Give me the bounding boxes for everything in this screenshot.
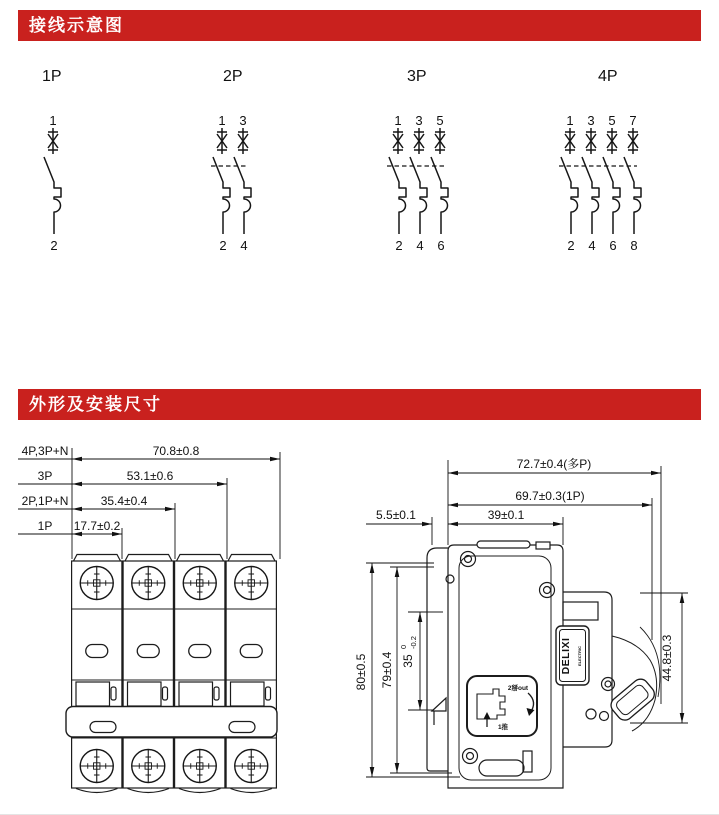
breaker-pole-symbol — [431, 128, 448, 234]
pole-count-label: 2P — [223, 68, 243, 85]
terminal-number: 3 — [587, 113, 595, 128]
terminal-number: 8 — [630, 238, 638, 253]
terminal-number: 1 — [49, 113, 57, 128]
handle-depth-dim: 44.8±0.3 — [660, 634, 674, 682]
svg-text:35: 35 — [401, 654, 415, 668]
terminal-number: 3 — [239, 113, 247, 128]
rail-tol-upper: 0 — [399, 644, 408, 649]
terminal-number: 4 — [240, 238, 248, 253]
depth-multi-dim: 72.7±0.4(多P) — [516, 457, 592, 471]
rail-tol-lower: -0.2 — [409, 636, 418, 649]
breaker-pole-symbol — [561, 128, 578, 234]
din-clip — [432, 698, 446, 711]
terminal-screw — [132, 567, 165, 600]
terminal-number: 7 — [629, 113, 637, 128]
terminal-number: 1 — [218, 113, 226, 128]
brand-sub-text: ELECTRIC — [577, 646, 582, 666]
terminal-number: 4 — [416, 238, 424, 253]
terminal-screw — [235, 750, 268, 783]
wiring-diagram-4p — [559, 68, 641, 253]
breaker-pole-symbol — [213, 128, 230, 234]
terminal-number: 6 — [609, 238, 617, 253]
width-dimension-labels — [22, 444, 200, 533]
front-view-drawing — [66, 555, 277, 793]
pole-count-label: 3P — [407, 68, 427, 85]
step1-text: 1推 — [497, 724, 509, 731]
width-dim: 53.1±0.6 — [126, 469, 174, 483]
mounting-instruction-box — [467, 676, 537, 736]
step2-text: 2掰out — [507, 685, 529, 692]
terminal-screw — [132, 750, 165, 783]
terminal-number: 5 — [608, 113, 616, 128]
terminal-number: 5 — [436, 113, 444, 128]
toggle-handle — [608, 627, 660, 731]
mini-breaker-glyph — [477, 689, 505, 719]
push-up-arrow-icon — [484, 712, 491, 719]
terminal-number: 3 — [415, 113, 423, 128]
side-view-dimension-text — [354, 457, 674, 690]
width-dim: 17.7±0.2 — [73, 519, 121, 533]
brand-text: DELIXI — [560, 637, 572, 675]
breaker-pole-symbol — [624, 128, 641, 234]
terminal-number: 1 — [566, 113, 574, 128]
terminal-screw — [80, 750, 113, 783]
width-dim: 70.8±0.8 — [152, 444, 200, 458]
terminal-screw — [183, 750, 216, 783]
depth-1p-dim: 69.7±0.3(1P) — [515, 489, 585, 503]
wiring-title: 接线示意图 — [29, 16, 124, 35]
row-label: 3P — [37, 469, 53, 483]
terminal-number: 1 — [394, 113, 402, 128]
breaker-pole-symbol — [389, 128, 406, 234]
row-label: 2P,1P+N — [21, 494, 69, 508]
wiring-diagram-3p — [387, 68, 448, 253]
handle-tie-bar — [66, 707, 277, 738]
breaker-pole-symbol — [410, 128, 427, 234]
breaker-pole-symbol — [234, 128, 251, 234]
brand-badge — [556, 626, 589, 685]
breaker-pole-symbol — [44, 128, 61, 234]
terminal-number: 4 — [588, 238, 596, 253]
rail-front-dim: 39±0.1 — [487, 508, 525, 522]
height-total-dim: 80±0.5 — [354, 653, 368, 691]
terminal-screw — [80, 567, 113, 600]
terminal-screw — [183, 567, 216, 600]
side-view-drawing — [427, 541, 660, 788]
breaker-pole-symbol — [603, 128, 620, 234]
width-dim: 35.4±0.4 — [100, 494, 148, 508]
terminal-number: 2 — [50, 238, 58, 253]
terminal-screw — [235, 567, 268, 600]
wiring-diagram-2p — [211, 68, 251, 253]
breaker-pole-symbol — [582, 128, 599, 234]
height-body-dim: 79±0.4 — [380, 651, 394, 689]
wiring-diagram-1p — [42, 68, 62, 253]
dimensions-title: 外形及安装尺寸 — [29, 395, 162, 414]
pole-count-label: 1P — [42, 68, 62, 85]
terminal-number: 6 — [437, 238, 445, 253]
terminal-number: 2 — [395, 238, 403, 253]
terminal-number: 2 — [567, 238, 575, 253]
row-label: 4P,3P+N — [21, 444, 69, 458]
row-label: 1P — [37, 519, 53, 533]
back-offset-dim: 5.5±0.1 — [376, 508, 416, 522]
pole-count-label: 4P — [598, 68, 618, 85]
rating-label-window — [563, 602, 598, 620]
terminal-number: 2 — [219, 238, 227, 253]
rail-size-dim — [399, 636, 418, 668]
